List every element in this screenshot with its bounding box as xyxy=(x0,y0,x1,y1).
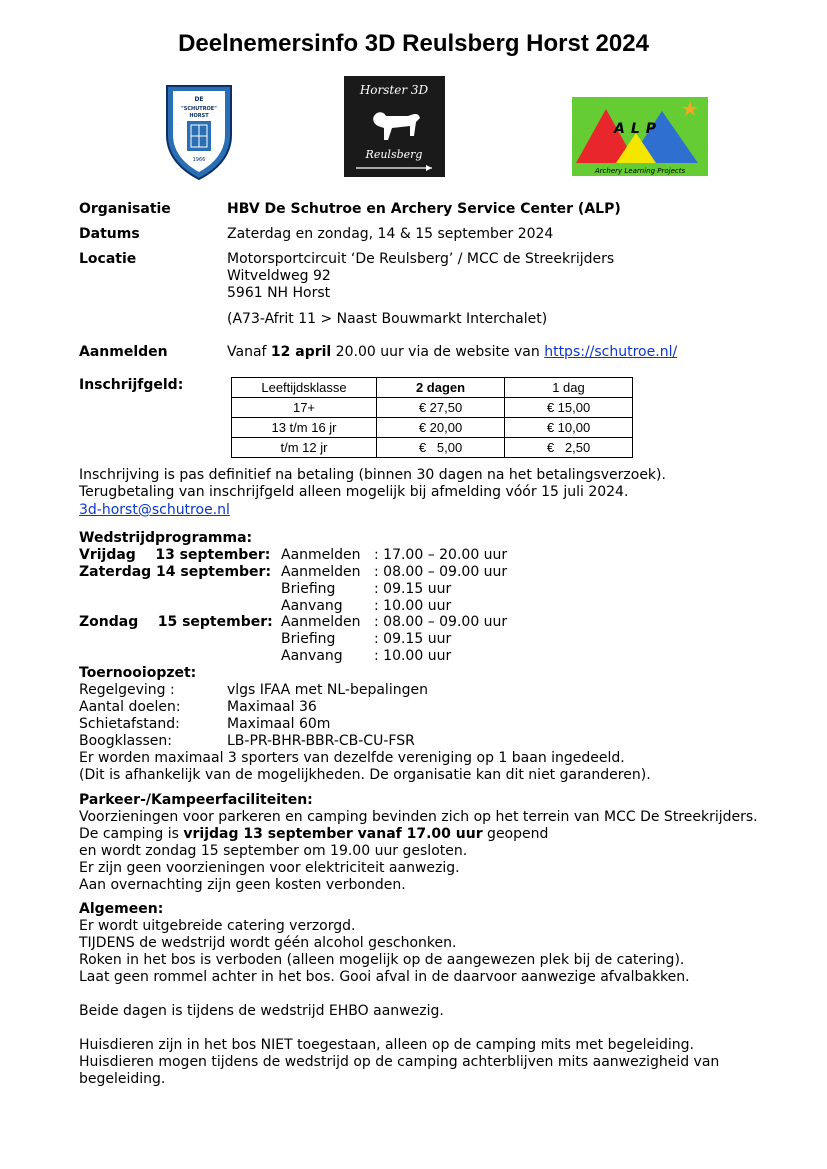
parking-line: en wordt zondag 15 september om 19.00 uur gesloten. xyxy=(79,843,468,859)
program-event: Aanmelden xyxy=(281,614,361,630)
fees-cell: € 5,00 xyxy=(377,438,505,458)
program-time: : 08.00 – 09.00 uur xyxy=(374,614,508,630)
alp-logo-caption: Archery Learning Projects xyxy=(594,167,686,175)
general-line: Er wordt uitgebreide catering verzorgd. xyxy=(79,918,356,934)
tournament-heading: Toernooiopzet: xyxy=(79,665,197,681)
payment-line1: Inschrijving is pas definitief na betaling (binnen 30 dagen na het betalingsverzoek). xyxy=(79,467,666,483)
tournament-note: Er worden maximaal 3 sporters van dezelfde vereniging op 1 baan ingedeeld. xyxy=(79,750,625,766)
fees-cell: 17+ xyxy=(232,398,377,418)
schutroe-logo xyxy=(163,83,235,181)
fees-header-two-days: 2 dagen xyxy=(377,378,505,398)
website-link[interactable]: https://schutroe.nl/ xyxy=(544,344,678,360)
schutroe-logo-year: 1966 xyxy=(192,157,206,163)
parking-line2-bold: vrijdag 13 september vanaf 17.00 uur xyxy=(183,826,483,842)
parking-line2-pre: De camping is xyxy=(79,826,184,842)
program-time: : 09.15 uur xyxy=(374,631,452,647)
register-pre: Vanaf xyxy=(227,344,271,360)
fees-cell: € 2,50 xyxy=(505,438,633,458)
program-event: Aanvang xyxy=(281,598,343,614)
program-event: Briefing xyxy=(281,581,336,597)
fees-cell: € 27,50 xyxy=(377,398,505,418)
program-day: Vrijdag 13 september: xyxy=(79,547,271,563)
fees-cell: € 15,00 xyxy=(505,398,633,418)
program-time: : 10.00 uur xyxy=(374,648,452,664)
general-line: Beide dagen is tijdens de wedstrijd EHBO aanwezig. xyxy=(79,1003,444,1019)
dates-value: Zaterdag en zondag, 14 & 15 september 2024 xyxy=(227,226,554,242)
program-day: Zaterdag 14 september: xyxy=(79,564,272,580)
general-line: TIJDENS de wedstrijd wordt géén alcohol geschonken. xyxy=(79,935,457,951)
horster-3d-logo xyxy=(344,76,445,177)
horster-logo-line2: Reulsberg xyxy=(365,148,423,161)
program-event: Aanmelden xyxy=(281,547,361,563)
register-text xyxy=(227,344,677,361)
register-date: 12 april xyxy=(270,344,332,360)
organisation-value: HBV De Schutroe en Archery Service Center (ALP) xyxy=(227,201,621,217)
fees-row xyxy=(232,418,633,438)
fees-row xyxy=(232,398,633,418)
fees-cell: 13 t/m 16 jr xyxy=(232,418,377,438)
parking-line: Er zijn geen voorzieningen voor elektriciteit aanwezig. xyxy=(79,860,460,876)
general-line: Roken in het bos is verboden (alleen mogelijk op de aangewezen plek bij de catering). xyxy=(79,952,685,968)
dates-label: Datums xyxy=(79,226,140,242)
program-time: : 10.00 uur xyxy=(374,598,452,614)
page-title: Deelnemersinfo 3D Reulsberg Horst 2024 xyxy=(178,30,649,57)
tournament-value: LB-PR-BHR-BBR-CB-CU-FSR xyxy=(227,733,415,749)
parking-line: Aan overnachting zijn geen kosten verbonden. xyxy=(79,877,406,893)
email-link[interactable]: 3d-horst@schutroe.nl xyxy=(79,502,230,518)
program-time: : 09.15 uur xyxy=(374,581,452,597)
location-directions: (A73-Afrit 11 > Naast Bouwmarkt Interchalet) xyxy=(227,311,548,327)
fees-header-class: Leeftijdsklasse xyxy=(232,378,377,398)
fees-row xyxy=(232,438,633,458)
fees-header-row xyxy=(232,378,633,398)
tournament-label: Boogklassen: xyxy=(79,733,172,749)
location-line2: Witveldweg 92 xyxy=(227,268,331,284)
general-line: Huisdieren zijn in het bos NIET toegestaan, alleen op de camping mits met begeleiding. xyxy=(79,1037,694,1053)
general-line: begeleiding. xyxy=(79,1071,166,1087)
parking-line: Voorzieningen voor parkeren en camping bevinden zich op het terrein van MCC De Streekrijders. xyxy=(79,809,758,825)
program-time: : 17.00 – 20.00 uur xyxy=(374,547,508,563)
schutroe-logo-top: DE xyxy=(194,96,204,103)
program-day: Zondag 15 september: xyxy=(79,614,273,630)
location-line1: Motorsportcircuit ‘De Reulsberg’ / MCC de Streekrijders xyxy=(227,251,615,267)
parking-heading: Parkeer-/Kampeerfaciliteiten: xyxy=(79,792,313,808)
tournament-label: Regelgeving : xyxy=(79,682,175,698)
register-post: 20.00 uur via de website van xyxy=(331,344,545,360)
organisation-label: Organisatie xyxy=(79,201,171,217)
fees-label: Inschrijfgeld: xyxy=(79,377,184,393)
tournament-label: Schietafstand: xyxy=(79,716,180,732)
fees-cell: € 20,00 xyxy=(377,418,505,438)
tournament-value: Maximaal 60m xyxy=(227,716,331,732)
general-line: Huisdieren mogen tijdens de wedstrijd op de camping achterblijven mits aanwezigheid van xyxy=(79,1054,720,1070)
general-line: Laat geen rommel achter in het bos. Gooi afval in de daarvoor aanwezige afvalbakken. xyxy=(79,969,690,985)
program-time: : 08.00 – 09.00 uur xyxy=(374,564,508,580)
tournament-value: vlgs IFAA met NL-bepalingen xyxy=(227,682,428,698)
register-label: Aanmelden xyxy=(79,344,168,360)
location-label: Locatie xyxy=(79,251,137,267)
tournament-note: (Dit is afhankelijk van de mogelijkheden. De organisatie kan dit niet garanderen). xyxy=(79,767,651,783)
general-heading: Algemeen: xyxy=(79,901,164,917)
tournament-label: Aantal doelen: xyxy=(79,699,181,715)
alp-logo xyxy=(572,97,708,176)
fees-table xyxy=(231,377,633,458)
schutroe-logo-name: "SCHUTROE" xyxy=(181,106,217,112)
alp-logo-letters: ALP xyxy=(613,121,663,137)
payment-line2: Terugbetaling van inschrijfgeld alleen mogelijk bij afmelding vóór 15 juli 2024. xyxy=(79,484,629,500)
location-line3: 5961 NH Horst xyxy=(227,285,331,301)
parking-line2-post: geopend xyxy=(482,826,549,842)
horster-logo-line1: Horster 3D xyxy=(359,83,429,97)
program-event: Aanvang xyxy=(281,648,343,664)
schutroe-logo-place: HORST xyxy=(189,113,209,119)
fees-header-one-day: 1 dag xyxy=(505,378,633,398)
program-event: Briefing xyxy=(281,631,336,647)
fees-cell: € 10,00 xyxy=(505,418,633,438)
fees-cell: t/m 12 jr xyxy=(232,438,377,458)
parking-line xyxy=(79,826,548,843)
tournament-value: Maximaal 36 xyxy=(227,699,317,715)
program-event: Aanmelden xyxy=(281,564,361,580)
program-heading: Wedstrijdprogramma: xyxy=(79,530,253,546)
